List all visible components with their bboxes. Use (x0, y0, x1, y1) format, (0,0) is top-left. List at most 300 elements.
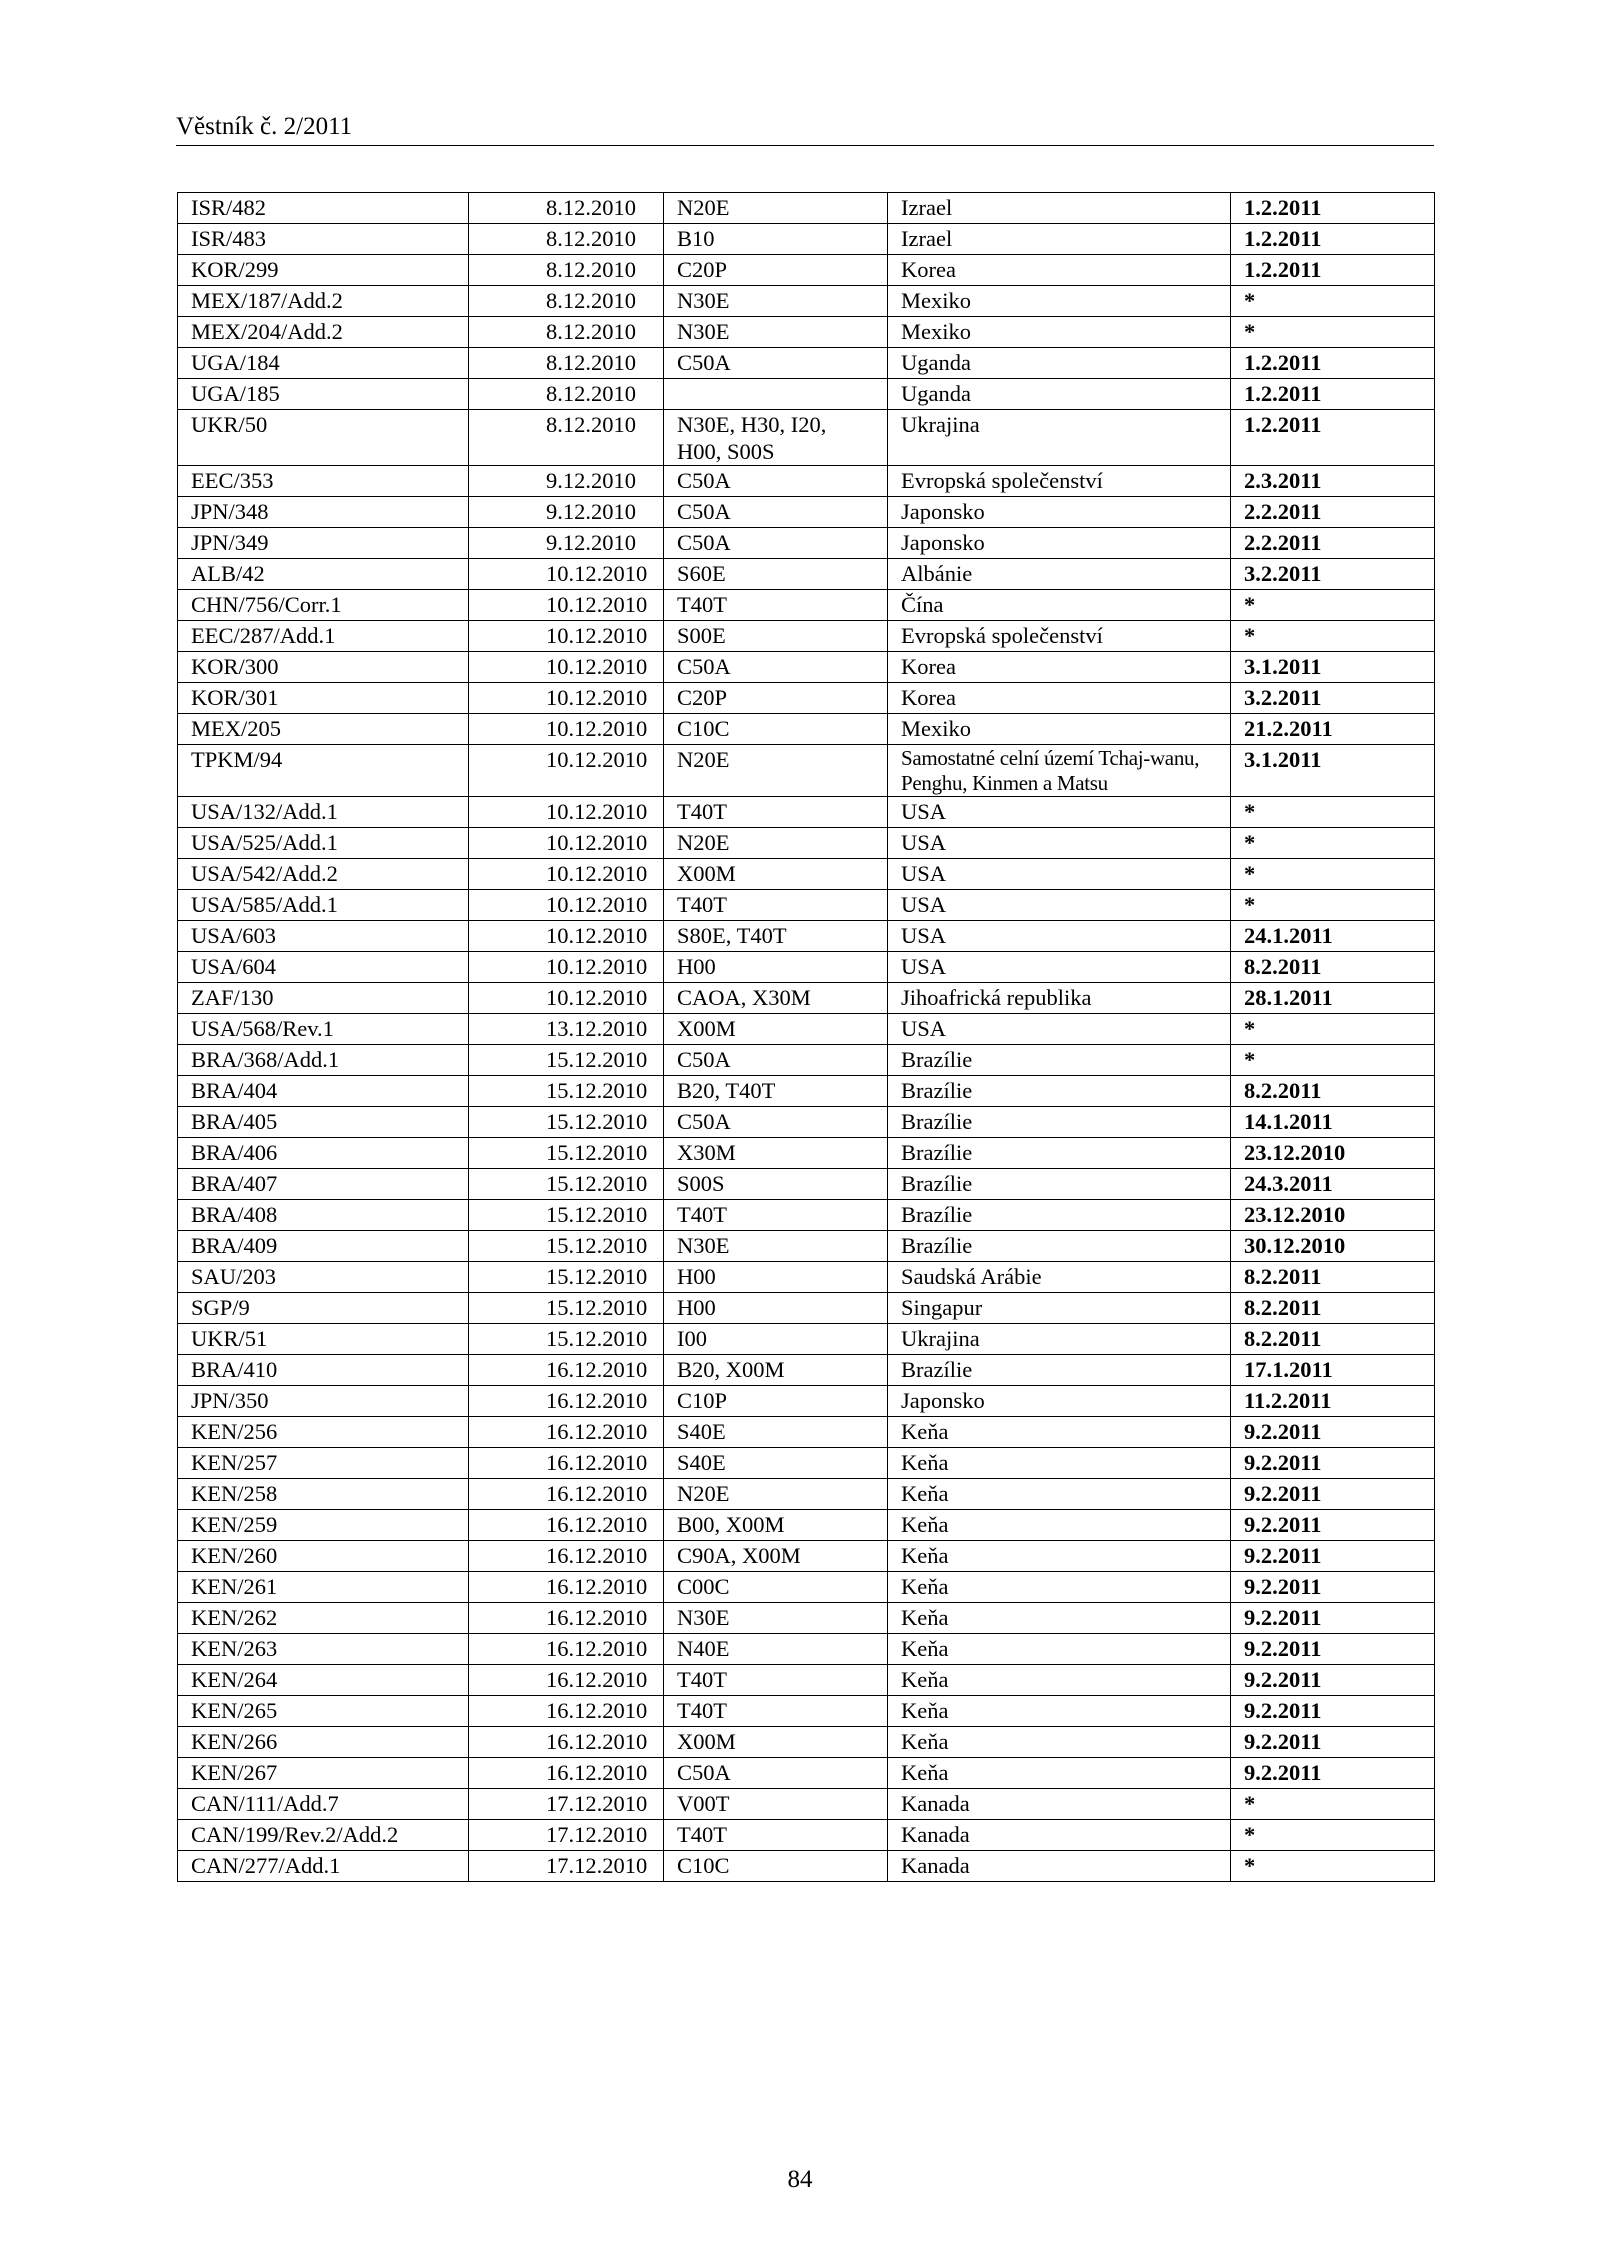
date-cell (469, 621, 664, 652)
date-cell (469, 255, 664, 286)
date-cell (469, 1386, 664, 1417)
table-row (178, 890, 1435, 921)
deadline-cell: * (1231, 859, 1435, 890)
deadline-cell: 2.2.2011 (1231, 528, 1435, 559)
date-cell (469, 559, 664, 590)
date-cell (469, 466, 664, 497)
date-text: 8.12.2010 (546, 195, 636, 220)
ics-code-cell: C90A, X00M (664, 1541, 888, 1572)
document-symbol-cell: KEN/260 (178, 1541, 469, 1572)
document-symbol-cell: EEC/353 (178, 466, 469, 497)
date-text: 10.12.2010 (546, 592, 648, 617)
ics-code-cell: C00C (664, 1572, 888, 1603)
date-cell (469, 1448, 664, 1479)
deadline-cell: 1.2.2011 (1231, 379, 1435, 410)
deadline-cell: 1.2.2011 (1231, 255, 1435, 286)
member-cell: Brazílie (888, 1107, 1231, 1138)
date-cell (469, 828, 664, 859)
document-symbol-cell: USA/604 (178, 952, 469, 983)
table-row (178, 1789, 1435, 1820)
date-cell (469, 1014, 664, 1045)
date-cell (469, 1851, 664, 1882)
deadline-cell: 23.12.2010 (1231, 1138, 1435, 1169)
date-cell (469, 652, 664, 683)
deadline-cell: * (1231, 590, 1435, 621)
member-cell: Mexiko (888, 317, 1231, 348)
ics-code-cell: C50A (664, 497, 888, 528)
date-text: 15.12.2010 (546, 1295, 648, 1320)
table-row (178, 952, 1435, 983)
deadline-cell: 9.2.2011 (1231, 1572, 1435, 1603)
member-cell: Izrael (888, 193, 1231, 224)
member-cell: Keňa (888, 1417, 1231, 1448)
date-cell (469, 1603, 664, 1634)
table-row (178, 1138, 1435, 1169)
deadline-cell: 17.1.2011 (1231, 1355, 1435, 1386)
date-text: 10.12.2010 (546, 892, 648, 917)
member-cell: Keňa (888, 1541, 1231, 1572)
table-row (178, 1727, 1435, 1758)
table-row (178, 466, 1435, 497)
table-row (178, 1417, 1435, 1448)
document-symbol-cell: KEN/259 (178, 1510, 469, 1541)
date-cell (469, 1355, 664, 1386)
member-cell: Brazílie (888, 1138, 1231, 1169)
document-symbol-cell: MEX/205 (178, 714, 469, 745)
deadline-cell: * (1231, 828, 1435, 859)
deadline-cell: * (1231, 1820, 1435, 1851)
table-row (178, 1603, 1435, 1634)
member-cell: Keňa (888, 1479, 1231, 1510)
table-row (178, 379, 1435, 410)
table-row (178, 921, 1435, 952)
member-cell: Keňa (888, 1665, 1231, 1696)
deadline-cell: 24.1.2011 (1231, 921, 1435, 952)
table-row (178, 1851, 1435, 1882)
date-cell (469, 890, 664, 921)
document-symbol-cell: KOR/299 (178, 255, 469, 286)
deadline-cell: 8.2.2011 (1231, 1262, 1435, 1293)
ics-code-cell: C50A (664, 1045, 888, 1076)
document-symbol-cell: UGA/184 (178, 348, 469, 379)
member-cell: USA (888, 828, 1231, 859)
ics-code-cell: N20E (664, 1479, 888, 1510)
ics-code-cell: I00 (664, 1324, 888, 1355)
date-cell (469, 1417, 664, 1448)
deadline-cell: * (1231, 317, 1435, 348)
deadline-cell: 9.2.2011 (1231, 1603, 1435, 1634)
deadline-cell: 11.2.2011 (1231, 1386, 1435, 1417)
member-cell: Brazílie (888, 1169, 1231, 1200)
member-cell: Albánie (888, 559, 1231, 590)
document-symbol-cell: BRA/407 (178, 1169, 469, 1200)
date-text: 10.12.2010 (546, 830, 648, 855)
date-text: 15.12.2010 (546, 1171, 648, 1196)
ics-code-cell: X30M (664, 1138, 888, 1169)
date-text: 8.12.2010 (546, 226, 636, 251)
ics-code-cell: C50A (664, 466, 888, 497)
ics-code-cell: N40E (664, 1634, 888, 1665)
date-text: 10.12.2010 (546, 923, 648, 948)
deadline-cell: 9.2.2011 (1231, 1634, 1435, 1665)
deadline-cell: 9.2.2011 (1231, 1665, 1435, 1696)
date-text: 15.12.2010 (546, 1202, 648, 1227)
ics-code-cell: H00 (664, 1293, 888, 1324)
member-cell: Mexiko (888, 286, 1231, 317)
member-cell: USA (888, 1014, 1231, 1045)
date-cell (469, 983, 664, 1014)
table-row (178, 1293, 1435, 1324)
ics-code-cell: C10P (664, 1386, 888, 1417)
document-symbol-cell: JPN/349 (178, 528, 469, 559)
deadline-cell: * (1231, 890, 1435, 921)
ics-code-cell: X00M (664, 859, 888, 890)
date-text: 8.12.2010 (546, 288, 636, 313)
table-row (178, 683, 1435, 714)
table-row (178, 1324, 1435, 1355)
table-row (178, 1634, 1435, 1665)
table-row (178, 1541, 1435, 1572)
ics-code-cell: S40E (664, 1448, 888, 1479)
deadline-cell: 14.1.2011 (1231, 1107, 1435, 1138)
document-symbol-cell: BRA/406 (178, 1138, 469, 1169)
date-text: 10.12.2010 (546, 954, 648, 979)
deadline-cell: 2.3.2011 (1231, 466, 1435, 497)
date-text: 8.12.2010 (546, 412, 636, 437)
table-row (178, 1107, 1435, 1138)
ics-code-cell: S00E (664, 621, 888, 652)
date-text: 15.12.2010 (546, 1326, 648, 1351)
document-symbol-cell: ALB/42 (178, 559, 469, 590)
member-cell: Keňa (888, 1634, 1231, 1665)
date-text: 16.12.2010 (546, 1636, 648, 1661)
ics-code-cell: H00 (664, 952, 888, 983)
ics-code-cell: B10 (664, 224, 888, 255)
deadline-cell: * (1231, 1045, 1435, 1076)
document-symbol-cell: BRA/409 (178, 1231, 469, 1262)
ics-code-cell: T40T (664, 1696, 888, 1727)
table-row (178, 1665, 1435, 1696)
document-symbol-cell: USA/603 (178, 921, 469, 952)
document-symbol-cell: CAN/111/Add.7 (178, 1789, 469, 1820)
table-row (178, 797, 1435, 828)
date-text: 9.12.2010 (546, 468, 636, 493)
member-cell: Keňa (888, 1696, 1231, 1727)
table-row (178, 1355, 1435, 1386)
member-cell: Keňa (888, 1572, 1231, 1603)
ics-code-cell: B00, X00M (664, 1510, 888, 1541)
deadline-cell: 9.2.2011 (1231, 1510, 1435, 1541)
date-cell (469, 1479, 664, 1510)
deadline-cell: 9.2.2011 (1231, 1758, 1435, 1789)
table-row (178, 286, 1435, 317)
ics-code-cell: T40T (664, 797, 888, 828)
ics-code-cell: S60E (664, 559, 888, 590)
ics-code-cell: B20, X00M (664, 1355, 888, 1386)
member-cell: Uganda (888, 379, 1231, 410)
table-row (178, 1076, 1435, 1107)
member-cell: USA (888, 890, 1231, 921)
document-symbol-cell: CHN/756/Corr.1 (178, 590, 469, 621)
date-text: 16.12.2010 (546, 1388, 648, 1413)
document-symbol-cell: KEN/262 (178, 1603, 469, 1634)
table-row (178, 1696, 1435, 1727)
date-cell (469, 859, 664, 890)
deadline-cell: * (1231, 286, 1435, 317)
deadline-cell: 9.2.2011 (1231, 1727, 1435, 1758)
document-symbol-cell: KEN/257 (178, 1448, 469, 1479)
member-cell: Korea (888, 683, 1231, 714)
table-row (178, 1758, 1435, 1789)
table-body (178, 193, 1435, 1882)
table-row (178, 983, 1435, 1014)
notification-table (177, 192, 1435, 1882)
ics-code-cell: N30E, H30, I20, H00, S00S (664, 410, 888, 466)
member-cell: Kanada (888, 1820, 1231, 1851)
table-row (178, 1262, 1435, 1293)
date-cell (469, 921, 664, 952)
date-text: 17.12.2010 (546, 1822, 648, 1847)
date-text: 8.12.2010 (546, 381, 636, 406)
table-row (178, 1510, 1435, 1541)
date-cell (469, 1789, 664, 1820)
date-text: 10.12.2010 (546, 747, 648, 772)
document-symbol-cell: MEX/187/Add.2 (178, 286, 469, 317)
member-cell: Evropská společenství (888, 621, 1231, 652)
date-cell (469, 1324, 664, 1355)
member-cell: Brazílie (888, 1355, 1231, 1386)
date-text: 15.12.2010 (546, 1047, 648, 1072)
ics-code-cell: N30E (664, 317, 888, 348)
deadline-cell: 30.12.2010 (1231, 1231, 1435, 1262)
document-symbol-cell: KEN/264 (178, 1665, 469, 1696)
table-row (178, 590, 1435, 621)
document-symbol-cell: KEN/261 (178, 1572, 469, 1603)
document-symbol-cell: JPN/350 (178, 1386, 469, 1417)
date-text: 16.12.2010 (546, 1357, 648, 1382)
ics-code-cell (664, 379, 888, 410)
document-symbol-cell: ISR/482 (178, 193, 469, 224)
date-cell (469, 1138, 664, 1169)
member-cell: Evropská společenství (888, 466, 1231, 497)
date-text: 10.12.2010 (546, 985, 648, 1010)
table-row (178, 559, 1435, 590)
ics-code-cell: T40T (664, 1200, 888, 1231)
ics-code-cell: T40T (664, 890, 888, 921)
date-cell (469, 1758, 664, 1789)
deadline-cell: * (1231, 1014, 1435, 1045)
member-cell: Ukrajina (888, 410, 1231, 466)
document-symbol-cell: KEN/265 (178, 1696, 469, 1727)
member-cell: Keňa (888, 1510, 1231, 1541)
deadline-cell: 3.2.2011 (1231, 683, 1435, 714)
table-row (178, 714, 1435, 745)
ics-code-cell: CAOA, X30M (664, 983, 888, 1014)
date-cell (469, 1231, 664, 1262)
document-symbol-cell: JPN/348 (178, 497, 469, 528)
document-symbol-cell: UKR/50 (178, 410, 469, 466)
table-row (178, 255, 1435, 286)
ics-code-cell: N20E (664, 828, 888, 859)
member-cell: Mexiko (888, 714, 1231, 745)
ics-code-cell: C50A (664, 528, 888, 559)
date-cell (469, 317, 664, 348)
member-cell: Jihoafrická republika (888, 983, 1231, 1014)
document-symbol-cell: BRA/368/Add.1 (178, 1045, 469, 1076)
member-cell: Saudská Arábie (888, 1262, 1231, 1293)
document-symbol-cell: SAU/203 (178, 1262, 469, 1293)
ics-code-cell: V00T (664, 1789, 888, 1820)
table-row (178, 317, 1435, 348)
date-cell (469, 528, 664, 559)
date-cell (469, 410, 664, 466)
member-cell: Brazílie (888, 1076, 1231, 1107)
ics-code-cell: C50A (664, 348, 888, 379)
ics-code-cell: H00 (664, 1262, 888, 1293)
member-cell: Kanada (888, 1851, 1231, 1882)
member-cell: Japonsko (888, 497, 1231, 528)
date-cell (469, 1107, 664, 1138)
date-text: 16.12.2010 (546, 1760, 648, 1785)
table-row (178, 1820, 1435, 1851)
date-text: 15.12.2010 (546, 1233, 648, 1258)
date-cell (469, 797, 664, 828)
date-text: 10.12.2010 (546, 861, 648, 886)
deadline-cell: 9.2.2011 (1231, 1417, 1435, 1448)
member-cell: Samostatné celní území Tchaj-wanu, Penghu, Kinmen a Matsu (888, 745, 1231, 797)
deadline-cell: * (1231, 1789, 1435, 1820)
table-row (178, 348, 1435, 379)
member-cell: Brazílie (888, 1231, 1231, 1262)
date-text: 8.12.2010 (546, 319, 636, 344)
member-cell: Brazílie (888, 1045, 1231, 1076)
date-cell (469, 1820, 664, 1851)
ics-code-cell: T40T (664, 1665, 888, 1696)
ics-code-cell: X00M (664, 1014, 888, 1045)
document-symbol-cell: KEN/266 (178, 1727, 469, 1758)
member-cell: USA (888, 797, 1231, 828)
date-cell (469, 1727, 664, 1758)
table-row (178, 497, 1435, 528)
member-cell: USA (888, 952, 1231, 983)
member-cell: Keňa (888, 1758, 1231, 1789)
deadline-cell: 9.2.2011 (1231, 1479, 1435, 1510)
document-symbol-cell: UGA/185 (178, 379, 469, 410)
member-cell: Korea (888, 255, 1231, 286)
deadline-cell: * (1231, 1851, 1435, 1882)
date-text: 9.12.2010 (546, 499, 636, 524)
document-symbol-cell: KEN/256 (178, 1417, 469, 1448)
deadline-cell: 8.2.2011 (1231, 952, 1435, 983)
date-text: 9.12.2010 (546, 530, 636, 555)
document-symbol-cell: CAN/199/Rev.2/Add.2 (178, 1820, 469, 1851)
date-text: 16.12.2010 (546, 1605, 648, 1630)
ics-code-cell: N30E (664, 286, 888, 317)
ics-code-cell: T40T (664, 1820, 888, 1851)
member-cell: Japonsko (888, 1386, 1231, 1417)
date-text: 17.12.2010 (546, 1853, 648, 1878)
document-symbol-cell: KOR/300 (178, 652, 469, 683)
table-row (178, 745, 1435, 797)
date-text: 8.12.2010 (546, 257, 636, 282)
deadline-cell: 1.2.2011 (1231, 410, 1435, 466)
table-row (178, 1386, 1435, 1417)
date-cell (469, 224, 664, 255)
date-cell (469, 286, 664, 317)
date-cell (469, 952, 664, 983)
member-cell: Izrael (888, 224, 1231, 255)
document-symbol-cell: EEC/287/Add.1 (178, 621, 469, 652)
deadline-cell: * (1231, 621, 1435, 652)
deadline-cell: 8.2.2011 (1231, 1293, 1435, 1324)
date-cell (469, 714, 664, 745)
date-text: 17.12.2010 (546, 1791, 648, 1816)
date-cell (469, 1076, 664, 1107)
deadline-cell: * (1231, 797, 1435, 828)
document-symbol-cell: BRA/410 (178, 1355, 469, 1386)
table-row (178, 1200, 1435, 1231)
ics-code-cell: C50A (664, 1107, 888, 1138)
document-symbol-cell: KEN/258 (178, 1479, 469, 1510)
document-symbol-cell: KEN/263 (178, 1634, 469, 1665)
date-cell (469, 1200, 664, 1231)
date-text: 16.12.2010 (546, 1481, 648, 1506)
document-symbol-cell: USA/132/Add.1 (178, 797, 469, 828)
table-row (178, 1448, 1435, 1479)
date-cell (469, 683, 664, 714)
ics-code-cell: B20, T40T (664, 1076, 888, 1107)
deadline-cell: 3.1.2011 (1231, 652, 1435, 683)
date-text: 13.12.2010 (546, 1016, 648, 1041)
member-cell: Keňa (888, 1727, 1231, 1758)
date-cell (469, 1293, 664, 1324)
member-cell: Keňa (888, 1603, 1231, 1634)
date-cell (469, 1696, 664, 1727)
date-cell (469, 1045, 664, 1076)
document-symbol-cell: USA/585/Add.1 (178, 890, 469, 921)
page-header (176, 112, 1434, 146)
table-row (178, 652, 1435, 683)
deadline-cell: 1.2.2011 (1231, 224, 1435, 255)
date-cell (469, 1572, 664, 1603)
ics-code-cell: S00S (664, 1169, 888, 1200)
deadline-cell: 28.1.2011 (1231, 983, 1435, 1014)
deadline-cell: 21.2.2011 (1231, 714, 1435, 745)
member-cell: Brazílie (888, 1200, 1231, 1231)
ics-code-cell: C10C (664, 714, 888, 745)
member-cell: Korea (888, 652, 1231, 683)
deadline-cell: 3.2.2011 (1231, 559, 1435, 590)
date-text: 10.12.2010 (546, 799, 648, 824)
date-text: 10.12.2010 (546, 716, 648, 741)
date-text: 16.12.2010 (546, 1574, 648, 1599)
date-text: 15.12.2010 (546, 1109, 648, 1134)
ics-code-cell: S40E (664, 1417, 888, 1448)
table-row (178, 528, 1435, 559)
member-cell: Japonsko (888, 528, 1231, 559)
date-text: 10.12.2010 (546, 561, 648, 586)
date-text: 16.12.2010 (546, 1512, 648, 1537)
ics-code-cell: X00M (664, 1727, 888, 1758)
table-row (178, 859, 1435, 890)
ics-code-cell: C10C (664, 1851, 888, 1882)
date-text: 16.12.2010 (546, 1543, 648, 1568)
member-cell: Keňa (888, 1448, 1231, 1479)
deadline-cell: 8.2.2011 (1231, 1324, 1435, 1355)
date-text: 10.12.2010 (546, 654, 648, 679)
date-cell (469, 1510, 664, 1541)
date-text: 10.12.2010 (546, 623, 648, 648)
